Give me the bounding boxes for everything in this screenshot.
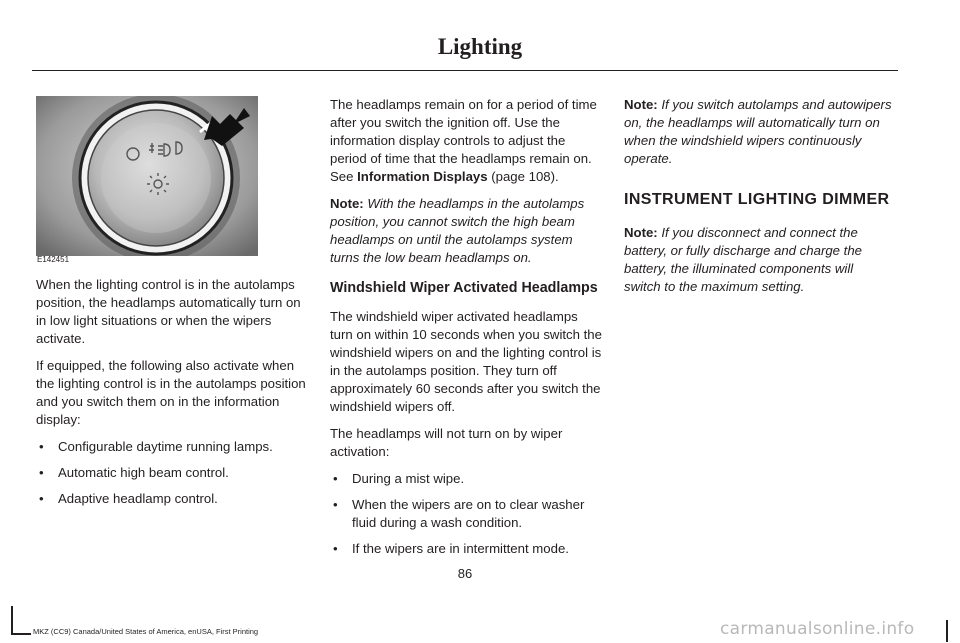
crop-mark-left-horizontal — [11, 633, 31, 635]
col1-paragraph-1: When the lighting control is in the autolamps position, the headlamps automatically turn on in low light situations or when the wipers activate. — [36, 277, 301, 346]
footer-text: MKZ (CC9) Canada/United States of America, enUSA, First Printing — [33, 627, 259, 636]
bullet: • — [333, 497, 338, 512]
bullet: • — [39, 439, 44, 454]
col2-paragraph-2: The windshield wiper activated headlamps turn on within 10 seconds when you switch the windshield wipers on and the lighting control is in the autolamps position. They turn off approximately 60 seconds after you switch the windshield wipers off. — [330, 309, 602, 414]
page-number: 86 — [457, 566, 473, 581]
bullet: • — [333, 541, 338, 556]
watermark: carmanualsonline.info — [720, 619, 915, 639]
list-item: • If the wipers are in intermittent mode. — [333, 541, 569, 556]
list-item: • When the wipers are on to clear washer fluid during a wash condition. — [333, 497, 585, 530]
column-2 — [330, 96, 602, 567]
col2-bullet-list — [330, 470, 602, 558]
section-subheading: Windshield Wiper Activated Headlamps — [330, 280, 598, 296]
column-1 — [36, 96, 306, 517]
col2-note: Note: With the headlamps in the autolamps position, you cannot switch the high beam headlamps on until the autolamps system turns the low beam headlamps on. — [330, 196, 585, 265]
list-item: • Configurable daytime running lamps. — [39, 439, 273, 454]
bullet: • — [39, 491, 44, 506]
col1-bullet-list — [36, 438, 306, 508]
list-item: • Automatic high beam control. — [39, 465, 229, 480]
figure-id: E142451 — [37, 255, 70, 264]
page-header-title: Lighting — [437, 34, 523, 59]
section-heading: INSTRUMENT LIGHTING DIMMER — [624, 191, 890, 208]
headlamp-switch-illustration — [36, 96, 258, 256]
bullet: • — [333, 471, 338, 486]
col2-paragraph-1: The headlamps remain on for a period of time after you switch the ignition off. Use the information display controls to adjust the period of time that the headlamps remain on. See Information Displays (page 108). — [330, 97, 597, 184]
column-3 — [624, 96, 892, 305]
bullet: • — [39, 465, 44, 480]
header-rule — [32, 70, 898, 71]
lighting-control-figure — [36, 96, 258, 268]
list-item: • Adaptive headlamp control. — [39, 491, 218, 506]
information-displays-link[interactable]: Information Displays — [357, 169, 488, 184]
crop-mark-left — [11, 606, 13, 634]
col3-note-2: Note: If you disconnect and connect the battery, or fully discharge and charge the battery, the illuminated components will switch to the maximum setting. — [624, 225, 862, 294]
list-item: • During a mist wipe. — [333, 471, 465, 486]
col1-paragraph-2: If equipped, the following also activate when the lighting control is in the autolamps position and you switch them on in the information display: — [36, 358, 306, 427]
crop-mark-right — [946, 620, 948, 642]
col3-note-1: Note: If you switch autolamps and autowipers on, the headlamps will automatically turn on when the windshield wipers continuously operate. — [624, 97, 892, 166]
col2-paragraph-3: The headlamps will not turn on by wiper activation: — [330, 426, 563, 459]
